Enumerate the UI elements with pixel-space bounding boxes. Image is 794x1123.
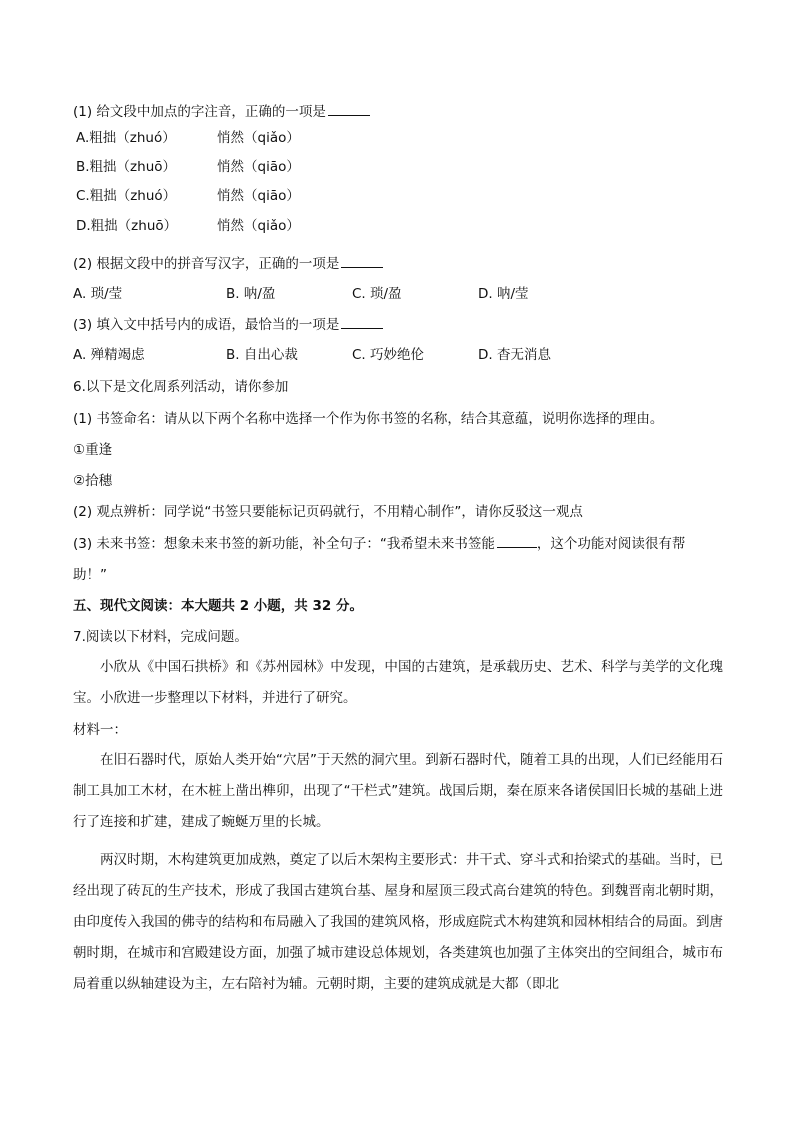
q2-stem	[73, 255, 383, 273]
q3-stem	[73, 316, 383, 334]
answer-blank[interactable]	[328, 103, 370, 116]
q1-option-c-right: 悄然（qiāo）	[217, 188, 300, 204]
q6-sub1: (1) 书签命名：请从以下两个名称中选择一个作为你书签的名称，结合其意蕴，说明你选择的理由。	[73, 411, 664, 427]
q7-title: 7.阅读以下材料，完成问题。	[73, 629, 248, 645]
q2-stem-text: (2) 根据文段中的拼音写汉字，正确的一项是	[73, 256, 340, 272]
q6-sub2: (2) 观点辨析：同学说“书签只要能标记页码就行，不用精心制作”，请你反驳这一观点	[73, 504, 583, 520]
q3-option-c: C. 巧妙绝伦	[352, 347, 425, 363]
q6-item2: ②拾穗	[73, 473, 113, 489]
q1-stem	[73, 103, 370, 121]
q6-sub3	[73, 535, 685, 553]
material-label: 材料一：	[73, 722, 127, 738]
q2-option-b: B. 呐/盈	[226, 286, 276, 302]
answer-blank[interactable]	[341, 316, 383, 329]
q6-item1: ①重逢	[73, 442, 113, 458]
q1-option-a-right: 悄然（qiǎo）	[217, 130, 300, 146]
q3-option-b: B. 自出心裁	[226, 347, 298, 363]
q1-option-a-left: A.粗拙（zhuó）	[76, 130, 176, 146]
q1-option-c-left: C.粗拙（zhuó）	[76, 188, 177, 204]
q2-option-c: C. 琐/盈	[352, 286, 402, 302]
q7-intro-text: 小欣从《中国石拱桥》和《苏州园林》中发现，中国的古建筑，是承载历史、艺术、科学与美学的文化瑰宝。小欣进一步整理以下材料，并进行了研究。	[73, 659, 723, 706]
q7-intro-paragraph	[73, 652, 723, 714]
material-paragraph-1-text: 在旧石器时代，原始人类开始“穴居”于天然的洞穴里。到新石器时代，随着工具的出现，人们已经能用石制工具加工木材，在木桩上凿出榫卯，出现了“干栏式”建筑。战国后期，秦在原来各诸侯国旧长城的基础上进行了连接和扩建，建成了蜿蜒万里的长城。	[73, 752, 723, 830]
q3-option-a: A. 殚精竭虑	[73, 347, 145, 363]
q1-stem-text: (1) 给文段中加点的字注音，正确的一项是	[73, 104, 326, 120]
q3-option-d: D. 杳无消息	[478, 347, 551, 363]
q2-option-a: A. 琐/莹	[73, 286, 123, 302]
section-heading: 五、现代文阅读：本大题共 2 小题，共 32 分。	[73, 598, 363, 614]
material-paragraph-2-text: 两汉时期，木构建筑更加成熟，奠定了以后木架构主要形式：井干式、穿斗式和抬梁式的基础。当时，已经出现了砖瓦的生产技术，形成了我国古建筑台基、屋身和屋顶三段式高台建筑的特色。到魏晋南北朝时期，由印度传入我国的佛寺的结构和布局融入了我国的建筑风格，形成庭院式木构建筑和园林相结合的局面。到唐朝时期，在城市和宫殿建设方面，加强了城市建设总体规划，各类建筑也加强了主体突出的空间组合，城市布局着重以纵轴建设为主，左右陪衬为辅。元朝时期，主要的建筑成就是大都（即北	[73, 852, 723, 992]
q3-stem-text: (3) 填入文中括号内的成语，最恰当的一项是	[73, 317, 340, 333]
q2-option-d: D. 呐/莹	[478, 286, 529, 302]
material-paragraph-1	[73, 745, 723, 838]
answer-blank[interactable]	[497, 535, 537, 548]
material-paragraph-2	[73, 845, 723, 995]
q6-sub3-cont: 助！”	[73, 567, 107, 583]
q1-option-b-right: 悄然（qiāo）	[217, 159, 300, 175]
q6-title: 6.以下是文化周系列活动，请你参加	[73, 379, 289, 395]
q1-option-d-right: 悄然（qiǎo）	[217, 218, 300, 234]
q6-sub3-after: ，这个功能对阅读很有帮	[536, 536, 686, 552]
answer-blank[interactable]	[341, 255, 383, 268]
q6-sub3-before: (3) 未来书签：想象未来书签的新功能，补全句子：“我希望未来书签能	[73, 536, 495, 552]
q1-option-b-left: B.粗拙（zhuō）	[76, 159, 177, 175]
q1-option-d-left: D.粗拙（zhuō）	[76, 218, 178, 234]
